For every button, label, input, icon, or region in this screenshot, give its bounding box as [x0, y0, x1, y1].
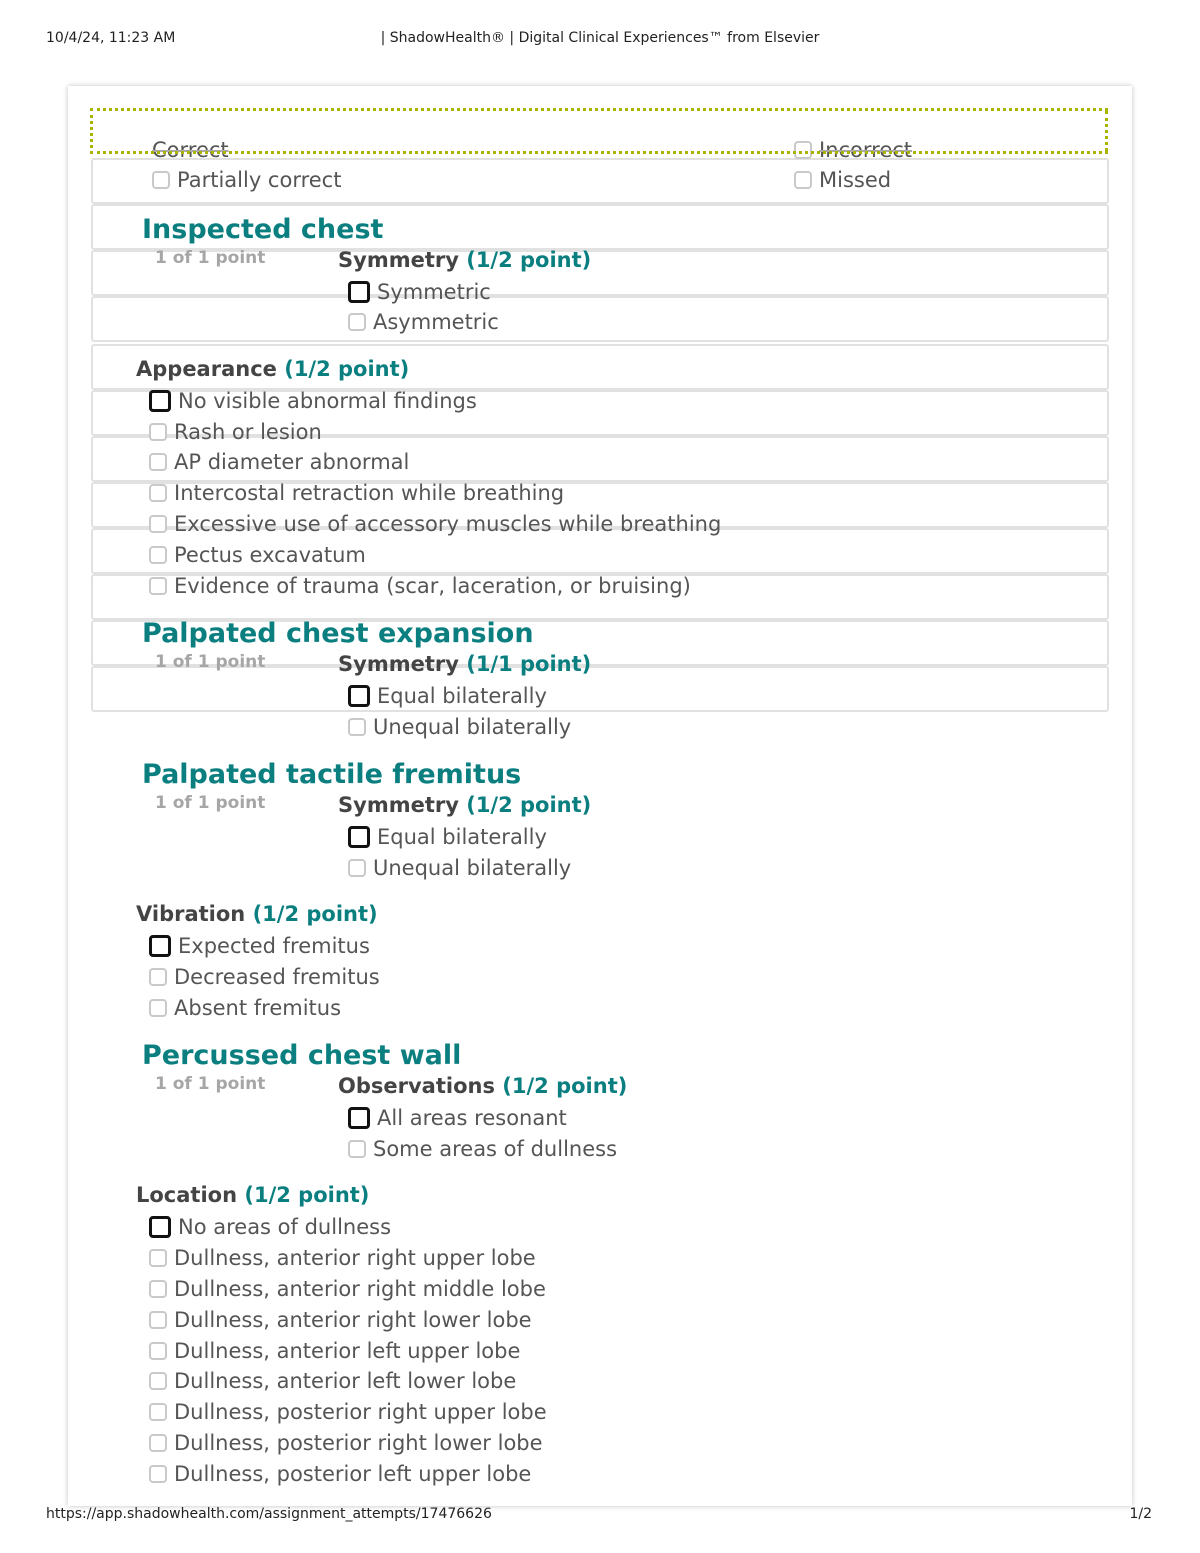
legend-correct: Correct: [152, 138, 229, 162]
checkbox-icon: [149, 1342, 167, 1360]
option-item: Dullness, anterior left lower lobe: [149, 1369, 516, 1393]
section-score: 1 of 1 point: [155, 652, 266, 672]
legend-partially-correct: Partially correct: [152, 168, 341, 192]
option-item: Expected fremitus: [149, 934, 370, 958]
results-sheet: [68, 86, 1132, 1506]
print-header: [0, 30, 1200, 50]
section-title: Inspected chest: [142, 214, 384, 245]
option-item: Excessive use of accessory muscles while breathing: [149, 512, 721, 536]
option-item: Asymmetric: [348, 310, 499, 334]
print-url: https://app.shadowhealth.com/assignment_attempts/17476626: [46, 1506, 492, 1522]
section-score: 1 of 1 point: [155, 248, 266, 268]
checkbox-icon: [149, 1403, 167, 1421]
checkbox-icon: [149, 1434, 167, 1452]
checkbox-selected-icon: [149, 1216, 171, 1238]
print-title: | ShadowHealth® | Digital Clinical Experiences™ from Elsevier: [380, 30, 820, 46]
checkbox-icon: [794, 171, 812, 189]
question-label: Symmetry (1/2 point): [338, 793, 592, 817]
option-item: Dullness, anterior right middle lobe: [149, 1277, 546, 1301]
option-item: Equal bilaterally: [348, 825, 547, 849]
option-item: Unequal bilaterally: [348, 856, 571, 880]
checkbox-selected-icon: [149, 935, 171, 957]
section-score: 1 of 1 point: [155, 793, 266, 813]
option-item: All areas resonant: [348, 1106, 567, 1130]
checkbox-icon: [149, 484, 167, 502]
checkbox-icon: [149, 1372, 167, 1390]
checkbox-icon: [149, 1280, 167, 1298]
question-label: Appearance (1/2 point): [136, 357, 410, 381]
checkbox-icon: [348, 718, 366, 736]
option-item: Dullness, anterior right upper lobe: [149, 1246, 536, 1270]
checkbox-icon: [149, 546, 167, 564]
section-title: Percussed chest wall: [142, 1040, 462, 1071]
checkbox-icon: [152, 171, 170, 189]
option-item: Dullness, anterior right lower lobe: [149, 1308, 532, 1332]
option-item: Dullness, posterior right lower lobe: [149, 1431, 543, 1455]
question-label: Observations (1/2 point): [338, 1074, 628, 1098]
question-label: Symmetry (1/2 point): [338, 248, 592, 272]
option-item: No areas of dullness: [149, 1215, 391, 1239]
checkbox-selected-icon: [348, 1107, 370, 1129]
checkbox-icon: [149, 423, 167, 441]
question-label: Location (1/2 point): [136, 1183, 370, 1207]
option-item: Pectus excavatum: [149, 543, 366, 567]
option-item: Decreased fremitus: [149, 965, 380, 989]
option-item: No visible abnormal findings: [149, 389, 477, 413]
row-frame: [91, 296, 1109, 342]
checkbox-icon: [149, 968, 167, 986]
checkbox-icon: [149, 577, 167, 595]
checkbox-icon: [149, 1249, 167, 1267]
checkbox-icon: [149, 453, 167, 471]
print-page-number: 1/2: [1129, 1506, 1152, 1522]
checkbox-icon: [149, 1311, 167, 1329]
print-datetime: 10/4/24, 11:23 AM: [46, 30, 176, 46]
checkbox-icon: [149, 999, 167, 1017]
option-item: Symmetric: [348, 280, 491, 304]
option-item: Evidence of trauma (scar, laceration, or bruising): [149, 574, 691, 598]
legend-incorrect: Incorrect: [794, 138, 912, 162]
section-score: 1 of 1 point: [155, 1074, 266, 1094]
checkbox-icon: [149, 515, 167, 533]
focus-outline: [90, 108, 1108, 154]
question-label: Vibration (1/2 point): [136, 902, 378, 926]
checkbox-icon: [348, 859, 366, 877]
checkbox-icon: [149, 1465, 167, 1483]
print-footer: [0, 1506, 1200, 1526]
question-label: Symmetry (1/1 point): [338, 652, 592, 676]
option-item: Some areas of dullness: [348, 1137, 617, 1161]
checkbox-selected-icon: [348, 281, 370, 303]
checkbox-selected-icon: [149, 390, 171, 412]
row-frame: [91, 666, 1109, 712]
option-item: Absent fremitus: [149, 996, 341, 1020]
option-item: Rash or lesion: [149, 420, 322, 444]
option-item: Dullness, anterior left upper lobe: [149, 1339, 520, 1363]
checkbox-icon: [348, 313, 366, 331]
checkbox-selected-icon: [348, 826, 370, 848]
legend-missed: Missed: [794, 168, 891, 192]
section-title: Palpated tactile fremitus: [142, 759, 522, 790]
section-title: Palpated chest expansion: [142, 618, 534, 649]
option-item: Intercostal retraction while breathing: [149, 481, 564, 505]
checkbox-icon: [348, 1140, 366, 1158]
option-item: Dullness, posterior left upper lobe: [149, 1462, 531, 1486]
option-item: Unequal bilaterally: [348, 715, 571, 739]
option-item: Dullness, posterior right upper lobe: [149, 1400, 547, 1424]
option-item: Equal bilaterally: [348, 684, 547, 708]
option-item: AP diameter abnormal: [149, 450, 409, 474]
checkbox-selected-icon: [348, 685, 370, 707]
